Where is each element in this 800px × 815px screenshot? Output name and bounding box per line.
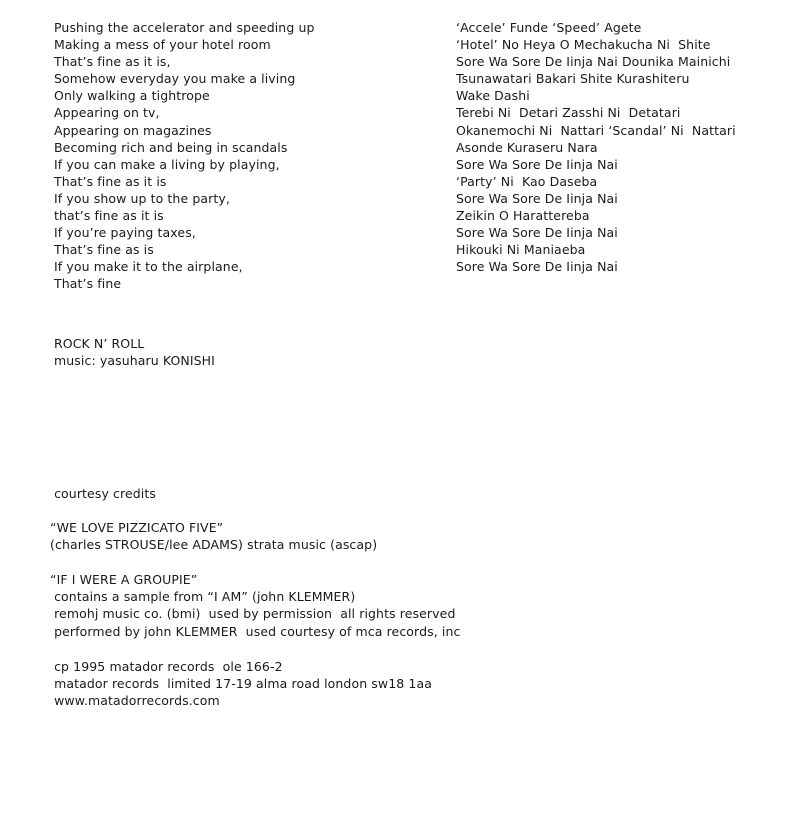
credit-line: contains a sample from “I AM” (john KLEMMER) — [50, 589, 356, 605]
lyric-line: Tsunawatari Bakari Shite Kurashiteru — [456, 71, 690, 87]
lyric-line: ‘Hotel’ No Heya O Mechakucha Ni Shite — [456, 37, 711, 53]
lyric-line: Appearing on magazines — [54, 122, 212, 138]
lyric-line: Zeikin O Harattereba — [456, 208, 590, 224]
courtesy-credits — [50, 485, 750, 709]
credit-line: remohj music co. (bmi) used by permission all rights reserved — [50, 606, 456, 622]
label-line: matador records limited 17-19 alma road london sw18 1aa — [50, 675, 432, 691]
lyric-line: If you’re paying taxes, — [54, 225, 196, 241]
lyric-line: If you show up to the party, — [54, 190, 230, 206]
lyric-line: That’s fine as it is, — [54, 54, 171, 70]
label-website: www.matadorrecords.com — [50, 692, 220, 708]
song-credit — [54, 335, 215, 369]
lyric-line: Sore Wa Sore De Iinja Nai — [456, 190, 618, 206]
credits-heading: courtesy credits — [50, 486, 156, 501]
credit-song-title: “IF I WERE A GROUPIE” — [50, 572, 198, 588]
lyric-line: Hikouki Ni Maniaeba — [456, 242, 586, 258]
lyric-line: Okanemochi Ni Nattari ‘Scandal’ Ni Nattari — [456, 122, 736, 138]
lyric-line: ‘Party’ Ni Kao Daseba — [456, 173, 598, 189]
lyrics-english — [54, 19, 414, 293]
lyric-line: Making a mess of your hotel room — [54, 37, 271, 53]
lyric-line: That’s fine as it is — [54, 173, 167, 189]
credit-line: performed by john KLEMMER used courtesy of mca records, inc — [50, 623, 461, 639]
lyrics-romaji — [456, 19, 796, 275]
credit-song-title: “WE LOVE PIZZICATO FIVE” — [50, 520, 224, 536]
lyric-line: that’s fine as it is — [54, 208, 164, 224]
lyric-line: That’s fine — [54, 276, 122, 292]
lyric-line: If you can make a living by playing, — [54, 156, 280, 172]
lyric-line: Sore Wa Sore De Iinja Nai — [456, 156, 618, 172]
lyric-line: ‘Accele’ Funde ‘Speed’ Agete — [456, 20, 642, 35]
lyric-line: If you make it to the airplane, — [54, 259, 243, 275]
lyric-line: Pushing the accelerator and speeding up — [54, 20, 315, 35]
label-line: cp 1995 matador records ole 166-2 — [50, 658, 283, 674]
song-music-credit: music: yasuharu KONISHI — [54, 353, 215, 369]
lyric-line: Sore Wa Sore De Iinja Nai Dounika Mainichi — [456, 54, 731, 70]
lyric-line: Somehow everyday you make a living — [54, 71, 296, 87]
lyric-line: Asonde Kuraseru Nara — [456, 139, 598, 155]
song-title: ROCK N’ ROLL — [54, 336, 145, 351]
credit-line: (charles STROUSE/lee ADAMS) strata music (ascap) — [50, 537, 378, 553]
lyric-line: That’s fine as is — [54, 242, 154, 258]
lyric-line: Wake Dashi — [456, 88, 530, 104]
lyric-line: Appearing on tv, — [54, 105, 160, 121]
lyric-line: Terebi Ni Detari Zasshi Ni Detatari — [456, 105, 681, 121]
lyric-line: Becoming rich and being in scandals — [54, 139, 288, 155]
lyric-line: Sore Wa Sore De Iinja Nai — [456, 259, 618, 275]
lyric-line: Sore Wa Sore De Iinja Nai — [456, 225, 618, 241]
lyric-line: Only walking a tightrope — [54, 88, 210, 104]
